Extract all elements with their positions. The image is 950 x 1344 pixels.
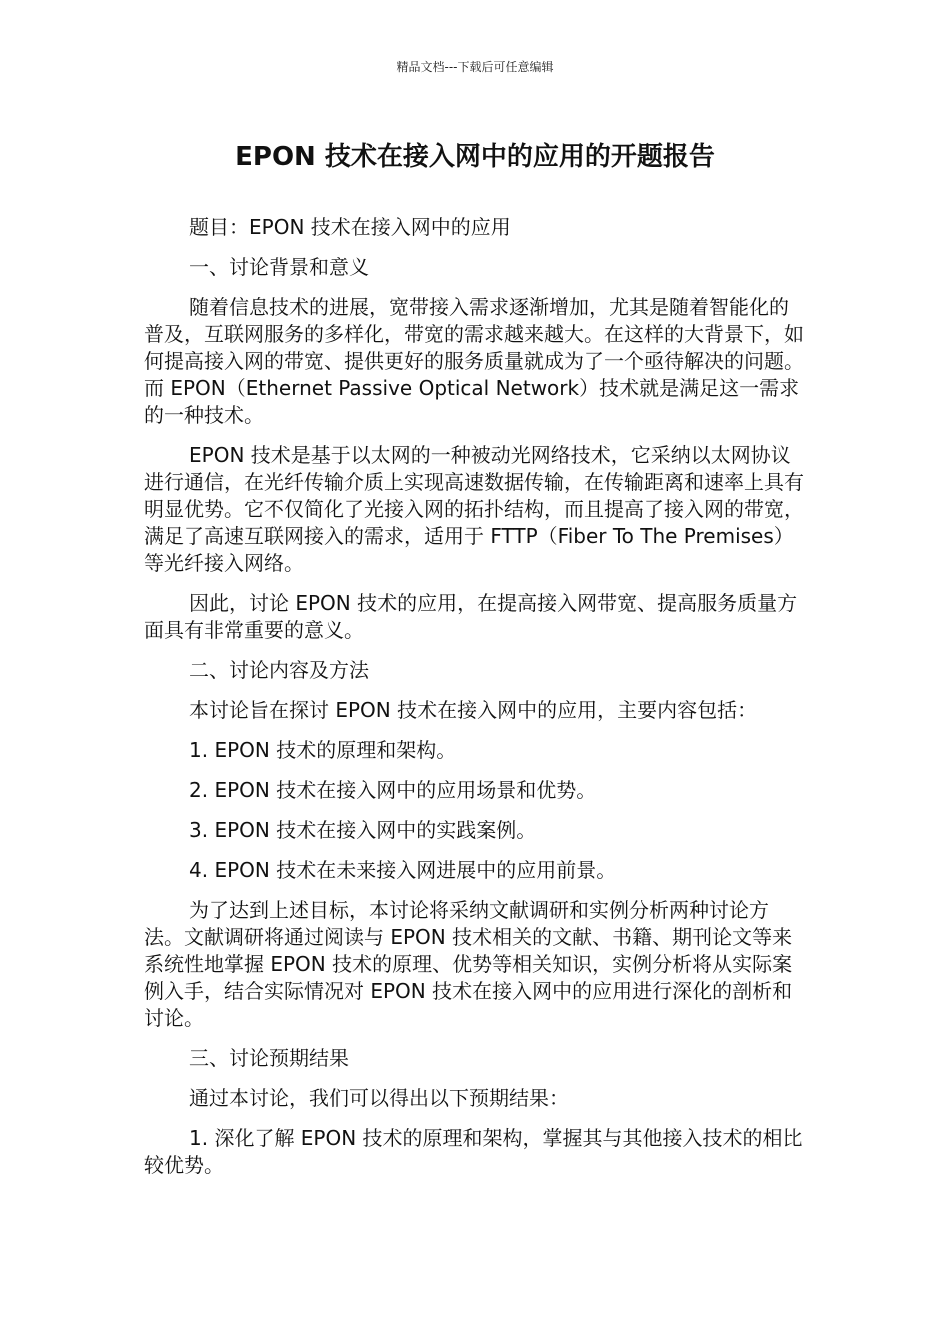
list-item: 2. EPON 技术在接入网中的应用场景和优势。: [189, 778, 597, 802]
header-note: 精品文档---下载后可任意编辑: [396, 60, 554, 74]
section-heading-methods: 二、讨论内容及方法: [189, 658, 369, 682]
paragraph-background-3: 因此，讨论 EPON 技术的应用，在提高接入网带宽、提高服务质量方面具有非常重要的意义。: [144, 591, 798, 642]
paragraph-background-1: 随着信息技术的进展，宽带接入需求逐渐增加，尤其是随着智能化的普及，互联网服务的多样化，带宽的需求越来越大。在这样的大背景下，如何提高接入网的带宽、提供更好的服务质量就成为了一个亟待解决的问题。而 EPON（Ethernet Passive Optical Network）技术就是满足这一需求的一种技术。: [144, 295, 804, 427]
document-body: [144, 214, 806, 1192]
section-heading-results: 三、讨论预期结果: [189, 1046, 349, 1070]
list-item: 1. EPON 技术的原理和架构。: [189, 738, 457, 762]
list-item: 4. EPON 技术在未来接入网进展中的应用前景。: [189, 858, 617, 882]
document-title: EPON 技术在接入网中的应用的开题报告: [235, 142, 715, 172]
list-item: 1. 深化了解 EPON 技术的原理和架构，掌握其与其他接入技术的相比较优势。: [144, 1126, 803, 1177]
paragraph-background-2: EPON 技术是基于以太网的一种被动光网络技术，它采纳以太网协议进行通信，在光纤传输介质上实现高速数据传输，在传输距离和速率上具有明显优势。它不仅简化了光接入网的拓扑结构，而且提高了接入网的带宽，满足了高速互联网接入的需求，适用于 FTTP（Fiber To The Premises）等光纤接入网络。: [144, 443, 804, 575]
list-item: 3. EPON 技术在接入网中的实践案例。: [189, 818, 537, 842]
topic-line: 题目：EPON 技术在接入网中的应用: [189, 215, 511, 239]
paragraph-methods-detail: 为了达到上述目标，本讨论将采纳文献调研和实例分析两种讨论方法。文献调研将通过阅读与 EPON 技术相关的文献、书籍、期刊论文等来系统性地掌握 EPON 技术的原理、优势等相关知识，实例分析将从实际案例入手，结合实际情况对 EPON 技术在接入网中的应用进行深化的剖析和讨论。: [144, 898, 793, 1030]
paragraph-results-intro: 通过本讨论，我们可以得出以下预期结果：: [189, 1086, 569, 1110]
section-heading-background: 一、讨论背景和意义: [189, 255, 369, 279]
paragraph-methods-intro: 本讨论旨在探讨 EPON 技术在接入网中的应用，主要内容包括：: [189, 698, 758, 722]
